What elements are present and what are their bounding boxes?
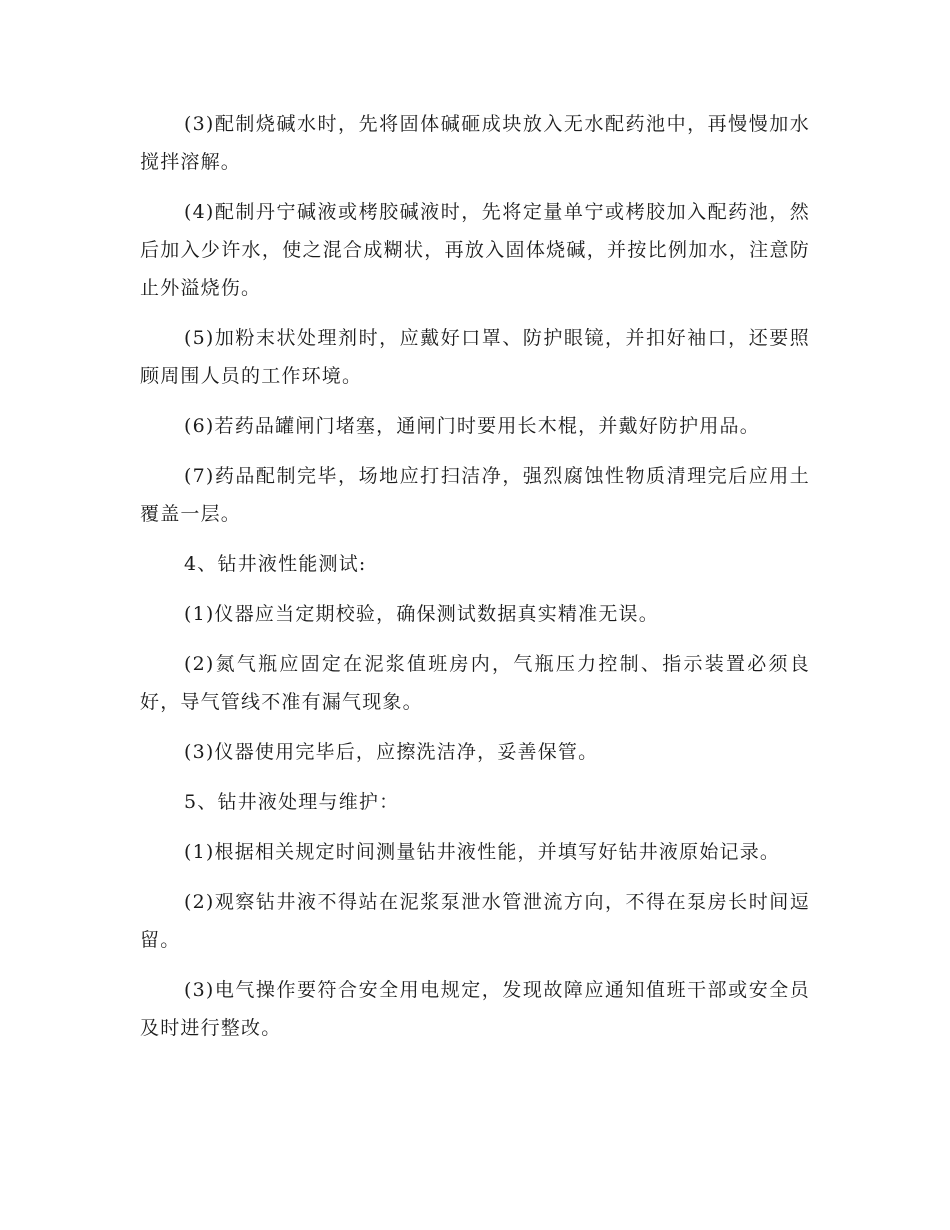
paragraph-9: (3)仪器使用完毕后，应擦洗洁净，妥善保管。 bbox=[184, 741, 599, 763]
paragraph-12: (2)观察钻井液不得站在泥浆泵泄水管泄流方向，不得在泵房长时间逗留。 bbox=[140, 891, 810, 951]
paragraph-8: (2)氮气瓶应固定在泥浆值班房内，气瓶压力控制、指示装置必须良好，导气管线不准有漏气现象。 bbox=[140, 653, 810, 713]
paragraph-3: (5)加粉末状处理剂时，应戴好口罩、防护眼镜，并扣好袖口，还要照顾周围人员的工作环境。 bbox=[140, 327, 810, 387]
section-heading-5: 5、钻井液处理与维护： bbox=[184, 791, 400, 813]
paragraph-4: (6)若药品罐闸门堵塞，通闸门时要用长木棍，并戴好防护用品。 bbox=[184, 415, 760, 437]
paragraph-1: (3)配制烧碱水时，先将固体碱砸成块放入无水配药池中，再慢慢加水搅拌溶解。 bbox=[140, 113, 810, 173]
paragraph-7: (1)仪器应当定期校验，确保测试数据真实精准无误。 bbox=[184, 603, 659, 625]
section-heading-4: 4、钻井液性能测试: bbox=[184, 553, 367, 575]
paragraph-13: (3)电气操作要符合安全用电规定，发现故障应通知值班干部或安全员及时进行整改。 bbox=[140, 979, 810, 1039]
document-body bbox=[140, 105, 810, 1059]
paragraph-5: (7)药品配制完毕，场地应打扫洁净，强烈腐蚀性物质清理完后应用土覆盖一层。 bbox=[140, 465, 810, 525]
paragraph-11: (1)根据相关规定时间测量钻井液性能，并填写好钻井液原始记录。 bbox=[184, 841, 781, 863]
paragraph-2: (4)配制丹宁碱液或栲胶碱液时，先将定量单宁或栲胶加入配药池，然后加入少许水，使之混合成糊状，再放入固体烧碱，并按比例加水，注意防止外溢烧伤。 bbox=[140, 201, 810, 299]
